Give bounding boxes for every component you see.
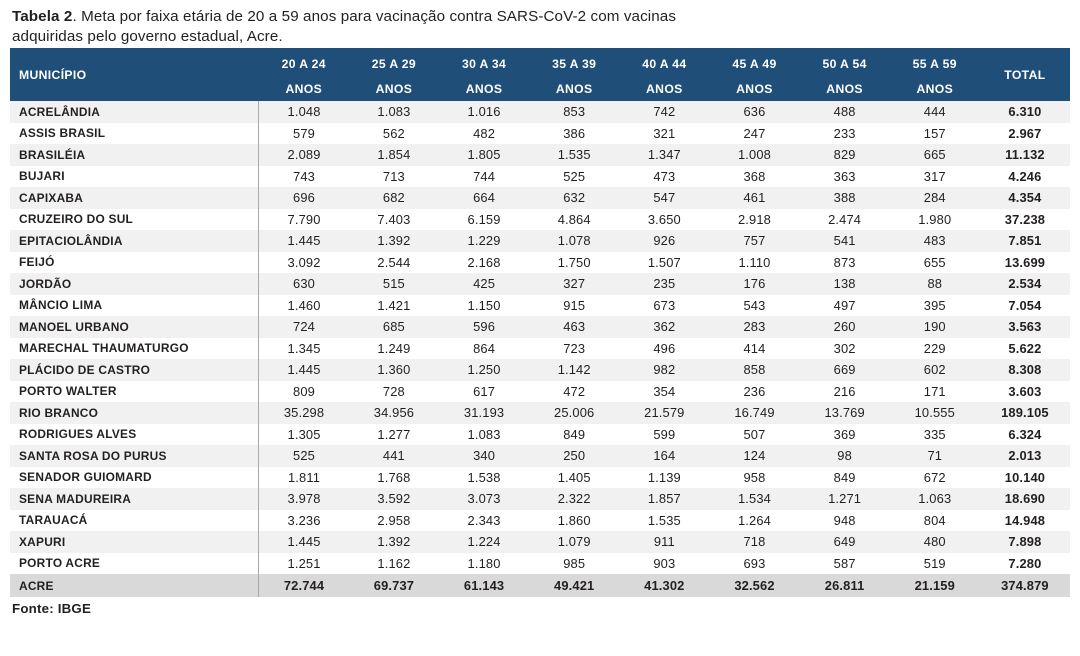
cell-municipio: CRUZEIRO DO SUL [10,209,259,231]
cell-municipio: SENADOR GUIOMARD [10,467,259,489]
age-unit-label: ANOS [555,82,593,96]
column-header-age-45-49 [709,48,799,101]
age-unit-label: ANOS [826,82,863,96]
cell-age-25-a-29: 1.854 [349,144,439,166]
age-unit-label: ANOS [285,82,323,96]
cell-total: 374.879 [980,574,1070,597]
cell-age-35-a-39: 1.860 [529,510,619,532]
cell-municipio: SANTA ROSA DO PURUS [10,445,259,467]
table-row [10,230,1070,252]
cell-age-20-a-24: 3.092 [259,252,349,274]
cell-age-35-a-39: 1.142 [529,359,619,381]
cell-age-25-a-29: 2.544 [349,252,439,274]
cell-age-40-a-44: 321 [619,123,709,145]
cell-age-45-a-49: 283 [709,316,799,338]
cell-total: 2.967 [980,123,1070,145]
cell-age-45-a-49: 693 [709,553,799,575]
cell-age-50-a-54: 948 [800,510,890,532]
table-row [10,273,1070,295]
cell-age-20-a-24: 35.298 [259,402,349,424]
cell-age-20-a-24: 525 [259,445,349,467]
cell-age-25-a-29: 515 [349,273,439,295]
cell-age-35-a-39: 4.864 [529,209,619,231]
cell-age-30-a-34: 1.229 [439,230,529,252]
cell-age-40-a-44: 926 [619,230,709,252]
cell-age-50-a-54: 302 [800,338,890,360]
cell-age-45-a-49: 16.749 [709,402,799,424]
cell-total: 11.132 [980,144,1070,166]
cell-age-50-a-54: 849 [800,467,890,489]
table-header [10,48,1070,101]
cell-age-20-a-24: 1.811 [259,467,349,489]
cell-age-55-a-59: 88 [890,273,980,295]
age-unit-label: ANOS [916,82,954,96]
table-row [10,445,1070,467]
cell-age-40-a-44: 235 [619,273,709,295]
cell-age-25-a-29: 728 [349,381,439,403]
cell-age-40-a-44: 21.579 [619,402,709,424]
cell-age-45-a-49: 236 [709,381,799,403]
cell-age-25-a-29: 3.592 [349,488,439,510]
cell-age-30-a-34: 1.180 [439,553,529,575]
cell-age-25-a-29: 1.360 [349,359,439,381]
cell-age-40-a-44: 1.857 [619,488,709,510]
cell-age-40-a-44: 1.535 [619,510,709,532]
cell-age-50-a-54: 829 [800,144,890,166]
cell-age-55-a-59: 284 [890,187,980,209]
column-header-age-40-44 [619,48,709,101]
column-header-total: TOTAL [980,48,1070,101]
cell-age-40-a-44: 599 [619,424,709,446]
cell-municipio: SENA MADUREIRA [10,488,259,510]
cell-age-45-a-49: 858 [709,359,799,381]
cell-age-50-a-54: 669 [800,359,890,381]
cell-total: 13.699 [980,252,1070,274]
cell-age-45-a-49: 368 [709,166,799,188]
cell-total: 4.354 [980,187,1070,209]
cell-age-45-a-49: 414 [709,338,799,360]
table-row [10,187,1070,209]
cell-total: 10.140 [980,467,1070,489]
cell-age-35-a-39: 386 [529,123,619,145]
table-body [10,101,1070,597]
cell-age-25-a-29: 1.162 [349,553,439,575]
cell-age-35-a-39: 915 [529,295,619,317]
cell-age-45-a-49: 247 [709,123,799,145]
cell-age-55-a-59: 480 [890,531,980,553]
cell-age-25-a-29: 1.249 [349,338,439,360]
cell-age-40-a-44: 903 [619,553,709,575]
cell-total: 4.246 [980,166,1070,188]
cell-age-40-a-44: 547 [619,187,709,209]
cell-age-40-a-44: 3.650 [619,209,709,231]
cell-total: 189.105 [980,402,1070,424]
table-header-row [10,48,1070,101]
meta-por-faixa-etaria-table [10,48,1070,597]
cell-age-30-a-34: 31.193 [439,402,529,424]
cell-municipio: XAPURI [10,531,259,553]
cell-age-30-a-34: 2.168 [439,252,529,274]
cell-age-45-a-49: 1.534 [709,488,799,510]
cell-age-30-a-34: 1.150 [439,295,529,317]
cell-age-50-a-54: 497 [800,295,890,317]
cell-age-50-a-54: 260 [800,316,890,338]
age-range-label: 45 A 49 [732,57,777,71]
age-unit-label: ANOS [375,82,413,96]
cell-age-30-a-34: 744 [439,166,529,188]
cell-age-25-a-29: 1.277 [349,424,439,446]
cell-total: 6.310 [980,101,1070,123]
cell-age-25-a-29: 1.392 [349,230,439,252]
cell-municipio: RODRIGUES ALVES [10,424,259,446]
cell-age-30-a-34: 617 [439,381,529,403]
table-caption-line2: adquiridas pelo governo estadual, Acre. [12,27,283,45]
cell-age-25-a-29: 682 [349,187,439,209]
age-range-label: 55 A 59 [912,57,957,71]
column-header-municipio: MUNICÍPIO [10,48,259,101]
cell-total: 7.054 [980,295,1070,317]
table-row [10,338,1070,360]
cell-municipio: ASSIS BRASIL [10,123,259,145]
age-unit-label: ANOS [646,82,683,96]
table-row [10,316,1070,338]
cell-age-35-a-39: 985 [529,553,619,575]
cell-age-45-a-49: 176 [709,273,799,295]
cell-age-20-a-24: 1.345 [259,338,349,360]
table-row [10,209,1070,231]
cell-age-55-a-59: 229 [890,338,980,360]
table-row [10,424,1070,446]
cell-age-35-a-39: 1.079 [529,531,619,553]
cell-age-20-a-24: 72.744 [259,574,349,597]
cell-age-35-a-39: 849 [529,424,619,446]
cell-age-25-a-29: 7.403 [349,209,439,231]
cell-age-35-a-39: 2.322 [529,488,619,510]
cell-age-35-a-39: 463 [529,316,619,338]
cell-age-30-a-34: 1.805 [439,144,529,166]
cell-age-45-a-49: 543 [709,295,799,317]
cell-age-55-a-59: 171 [890,381,980,403]
cell-age-25-a-29: 713 [349,166,439,188]
cell-age-45-a-49: 757 [709,230,799,252]
cell-age-40-a-44: 496 [619,338,709,360]
cell-age-20-a-24: 696 [259,187,349,209]
cell-total: 14.948 [980,510,1070,532]
table-row [10,295,1070,317]
table-row [10,101,1070,123]
cell-age-20-a-24: 809 [259,381,349,403]
cell-age-55-a-59: 10.555 [890,402,980,424]
table-summary-row [10,574,1070,597]
cell-age-35-a-39: 723 [529,338,619,360]
cell-municipio: RIO BRANCO [10,402,259,424]
cell-age-25-a-29: 1.768 [349,467,439,489]
cell-age-40-a-44: 362 [619,316,709,338]
cell-age-35-a-39: 49.421 [529,574,619,597]
cell-age-25-a-29: 1.392 [349,531,439,553]
cell-age-40-a-44: 1.507 [619,252,709,274]
cell-age-20-a-24: 743 [259,166,349,188]
table-row [10,488,1070,510]
cell-age-55-a-59: 1.063 [890,488,980,510]
cell-municipio: MÂNCIO LIMA [10,295,259,317]
cell-total: 5.622 [980,338,1070,360]
cell-age-25-a-29: 1.083 [349,101,439,123]
cell-age-35-a-39: 327 [529,273,619,295]
cell-municipio: PORTO ACRE [10,553,259,575]
cell-age-20-a-24: 3.978 [259,488,349,510]
cell-age-25-a-29: 562 [349,123,439,145]
cell-age-30-a-34: 425 [439,273,529,295]
cell-age-30-a-34: 482 [439,123,529,145]
cell-age-55-a-59: 1.980 [890,209,980,231]
cell-age-30-a-34: 1.250 [439,359,529,381]
cell-age-30-a-34: 61.143 [439,574,529,597]
cell-total: 8.308 [980,359,1070,381]
table-row [10,510,1070,532]
cell-total: 2.013 [980,445,1070,467]
cell-age-30-a-34: 2.343 [439,510,529,532]
cell-age-30-a-34: 864 [439,338,529,360]
cell-municipio: MANOEL URBANO [10,316,259,338]
cell-age-40-a-44: 1.347 [619,144,709,166]
cell-age-35-a-39: 853 [529,101,619,123]
cell-age-20-a-24: 724 [259,316,349,338]
table-row [10,553,1070,575]
table-caption [10,0,1070,47]
table-row [10,359,1070,381]
cell-age-20-a-24: 1.445 [259,230,349,252]
cell-age-35-a-39: 472 [529,381,619,403]
cell-municipio: PLÁCIDO DE CASTRO [10,359,259,381]
cell-age-50-a-54: 649 [800,531,890,553]
table-caption-text: . Meta por faixa etária de 20 a 59 anos para vacinação contra SARS-CoV-2 com vacinas [72,8,677,25]
cell-age-25-a-29: 69.737 [349,574,439,597]
cell-age-45-a-49: 32.562 [709,574,799,597]
cell-age-45-a-49: 1.008 [709,144,799,166]
cell-total: 7.851 [980,230,1070,252]
cell-municipio: FEIJÓ [10,252,259,274]
table-row [10,531,1070,553]
cell-age-25-a-29: 2.958 [349,510,439,532]
cell-age-25-a-29: 441 [349,445,439,467]
cell-age-40-a-44: 41.302 [619,574,709,597]
cell-age-50-a-54: 369 [800,424,890,446]
cell-age-35-a-39: 1.078 [529,230,619,252]
cell-age-55-a-59: 335 [890,424,980,446]
cell-age-30-a-34: 1.083 [439,424,529,446]
cell-total: 37.238 [980,209,1070,231]
cell-total: 2.534 [980,273,1070,295]
table-row [10,402,1070,424]
cell-age-45-a-49: 124 [709,445,799,467]
cell-age-30-a-34: 664 [439,187,529,209]
cell-age-30-a-34: 3.073 [439,488,529,510]
table-row [10,252,1070,274]
cell-age-20-a-24: 579 [259,123,349,145]
cell-age-25-a-29: 685 [349,316,439,338]
cell-municipio: CAPIXABA [10,187,259,209]
cell-age-55-a-59: 672 [890,467,980,489]
cell-age-25-a-29: 34.956 [349,402,439,424]
cell-total: 3.563 [980,316,1070,338]
cell-age-25-a-29: 1.421 [349,295,439,317]
cell-age-40-a-44: 354 [619,381,709,403]
table-row [10,123,1070,145]
cell-age-55-a-59: 395 [890,295,980,317]
age-range-label: 30 A 34 [461,57,507,71]
cell-age-20-a-24: 1.460 [259,295,349,317]
cell-age-20-a-24: 7.790 [259,209,349,231]
cell-age-55-a-59: 317 [890,166,980,188]
column-header-age-20-24 [259,48,349,101]
cell-age-55-a-59: 602 [890,359,980,381]
cell-municipio: ACRE [10,574,259,597]
cell-age-55-a-59: 804 [890,510,980,532]
cell-age-40-a-44: 1.139 [619,467,709,489]
cell-age-20-a-24: 1.305 [259,424,349,446]
cell-municipio: ACRELÂNDIA [10,101,259,123]
cell-age-20-a-24: 2.089 [259,144,349,166]
column-header-age-35-39 [529,48,619,101]
cell-municipio: TARAUACÁ [10,510,259,532]
cell-age-20-a-24: 1.445 [259,359,349,381]
cell-age-35-a-39: 1.750 [529,252,619,274]
cell-municipio: PORTO WALTER [10,381,259,403]
cell-age-45-a-49: 1.264 [709,510,799,532]
cell-age-55-a-59: 190 [890,316,980,338]
column-header-age-25-29 [349,48,439,101]
age-range-label: 20 A 24 [281,57,326,71]
table-row [10,467,1070,489]
cell-age-50-a-54: 98 [800,445,890,467]
table-row [10,144,1070,166]
cell-age-40-a-44: 982 [619,359,709,381]
cell-age-50-a-54: 13.769 [800,402,890,424]
cell-age-50-a-54: 873 [800,252,890,274]
cell-age-50-a-54: 138 [800,273,890,295]
age-range-label: 25 A 29 [371,57,417,71]
table-source-note: Fonte: IBGE [12,601,92,616]
cell-age-30-a-34: 1.224 [439,531,529,553]
cell-age-55-a-59: 157 [890,123,980,145]
cell-age-20-a-24: 1.251 [259,553,349,575]
column-header-age-30-34 [439,48,529,101]
cell-age-30-a-34: 340 [439,445,529,467]
cell-total: 18.690 [980,488,1070,510]
cell-age-20-a-24: 1.445 [259,531,349,553]
cell-total: 7.280 [980,553,1070,575]
cell-age-45-a-49: 461 [709,187,799,209]
age-unit-label: ANOS [736,82,773,96]
cell-age-45-a-49: 958 [709,467,799,489]
cell-age-50-a-54: 216 [800,381,890,403]
cell-age-35-a-39: 632 [529,187,619,209]
cell-municipio: BRASILÉIA [10,144,259,166]
cell-age-35-a-39: 1.405 [529,467,619,489]
cell-total: 3.603 [980,381,1070,403]
cell-age-45-a-49: 507 [709,424,799,446]
cell-age-50-a-54: 363 [800,166,890,188]
cell-age-40-a-44: 473 [619,166,709,188]
cell-age-50-a-54: 541 [800,230,890,252]
cell-total: 6.324 [980,424,1070,446]
cell-age-45-a-49: 718 [709,531,799,553]
table-caption-label: Tabela 2 [12,8,73,25]
cell-age-40-a-44: 742 [619,101,709,123]
cell-age-50-a-54: 1.271 [800,488,890,510]
cell-age-20-a-24: 630 [259,273,349,295]
table-row [10,381,1070,403]
cell-age-40-a-44: 673 [619,295,709,317]
cell-age-30-a-34: 1.016 [439,101,529,123]
cell-age-30-a-34: 6.159 [439,209,529,231]
cell-age-55-a-59: 444 [890,101,980,123]
cell-age-55-a-59: 21.159 [890,574,980,597]
cell-age-35-a-39: 1.535 [529,144,619,166]
cell-age-20-a-24: 1.048 [259,101,349,123]
cell-age-35-a-39: 25.006 [529,402,619,424]
cell-total: 7.898 [980,531,1070,553]
age-range-label: 40 A 44 [642,57,687,71]
cell-age-40-a-44: 911 [619,531,709,553]
cell-age-55-a-59: 71 [890,445,980,467]
cell-municipio: EPITACIOLÂNDIA [10,230,259,252]
cell-municipio: JORDÃO [10,273,259,295]
cell-municipio: BUJARI [10,166,259,188]
cell-age-55-a-59: 665 [890,144,980,166]
cell-age-45-a-49: 1.110 [709,252,799,274]
age-range-label: 50 A 54 [822,57,867,71]
cell-age-50-a-54: 388 [800,187,890,209]
cell-age-55-a-59: 655 [890,252,980,274]
cell-age-50-a-54: 233 [800,123,890,145]
cell-age-45-a-49: 636 [709,101,799,123]
column-header-age-55-59 [890,48,980,101]
cell-age-30-a-34: 596 [439,316,529,338]
column-header-age-50-54 [800,48,890,101]
cell-age-50-a-54: 488 [800,101,890,123]
cell-age-35-a-39: 525 [529,166,619,188]
cell-age-50-a-54: 26.811 [800,574,890,597]
cell-age-40-a-44: 164 [619,445,709,467]
cell-age-30-a-34: 1.538 [439,467,529,489]
cell-age-50-a-54: 587 [800,553,890,575]
cell-municipio: MARECHAL THAUMATURGO [10,338,259,360]
age-range-label: 35 A 39 [552,57,597,71]
age-unit-label: ANOS [465,82,503,96]
cell-age-45-a-49: 2.918 [709,209,799,231]
cell-age-35-a-39: 250 [529,445,619,467]
table-row [10,166,1070,188]
cell-age-55-a-59: 483 [890,230,980,252]
cell-age-55-a-59: 519 [890,553,980,575]
cell-age-50-a-54: 2.474 [800,209,890,231]
cell-age-20-a-24: 3.236 [259,510,349,532]
